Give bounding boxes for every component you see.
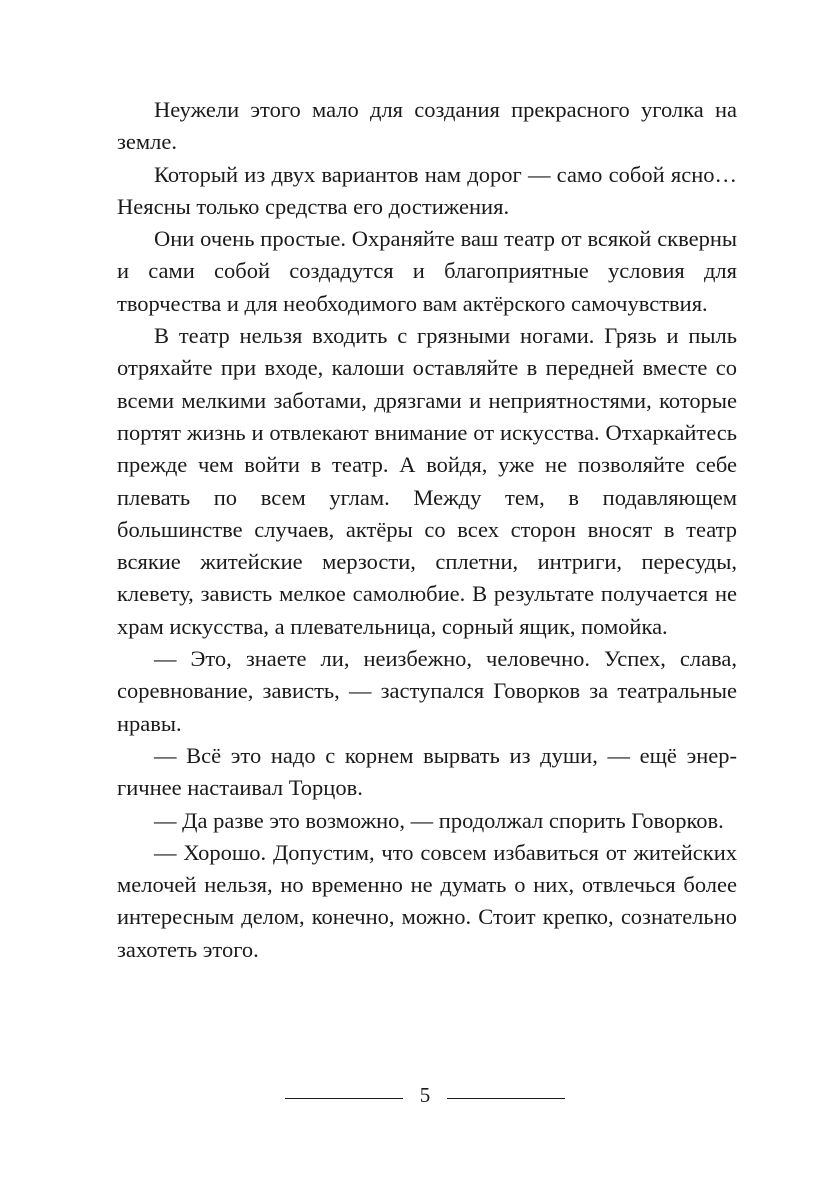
footer-rule-left [285, 1098, 403, 1099]
page-number: 5 [419, 1083, 431, 1107]
paragraph-7: — Да разве это возможно, — продолжал спорить Говорков. [154, 807, 724, 833]
paragraph-4: В театр нельзя входить с грязными ногами. Грязь и пыль отряхайте при входе, калоши оставляйте в передней вместе со всеми мелкими заботами, дрязгами и неприятностями, которые портят жизнь и отвлекают внимание от искусства. Отхаркайтесь прежде чем войти в театр. А войдя, уже не позволяйте себе плевать по всем углам. Между тем, в подавляющем большинстве случаев, актёры со всех сторон вносят в театр всякие житейские мерзости, сплетни, интриги, пересуды, клевету, зависть мелкое самолюбие. В результате получается не храм искусства, а плевательница, сорный ящик, помойка. [117, 323, 737, 639]
paragraph-2: Который из двух вариантов нам дорог — само собой ясно… Неясны только средства его достижения. [117, 161, 737, 219]
paragraph-6: — Всё это надо с корнем вырвать из души, — ещё энергичнее настаивал Торцов. [117, 742, 737, 801]
paragraph-8: — Хорошо. Допустим, что совсем избавиться от житейских мелочей нельзя, но временно не думать о них, отвлечься более интересным делом, конечно, можно. Стоит крепко, сознательно захотеть этого. [117, 839, 737, 962]
footer-rule-right [447, 1098, 565, 1099]
body-text [117, 94, 737, 966]
paragraph-1: Неужели этого мало для создания прекрасного уголка на земле. [117, 97, 737, 155]
paragraph-5: — Это, знаете ли, неизбежно, человечно. Успех, слава, соревнование, зависть, — заступался Говорков за театральные нравы. [117, 646, 737, 736]
page-footer [0, 1080, 840, 1116]
paragraph-3: Они очень простые. Охраняйте ваш театр от всякой скверны и сами собой создадутся и благоприятные условия для творчества и для необходимого вам актёрского самочувствия. [117, 226, 737, 316]
